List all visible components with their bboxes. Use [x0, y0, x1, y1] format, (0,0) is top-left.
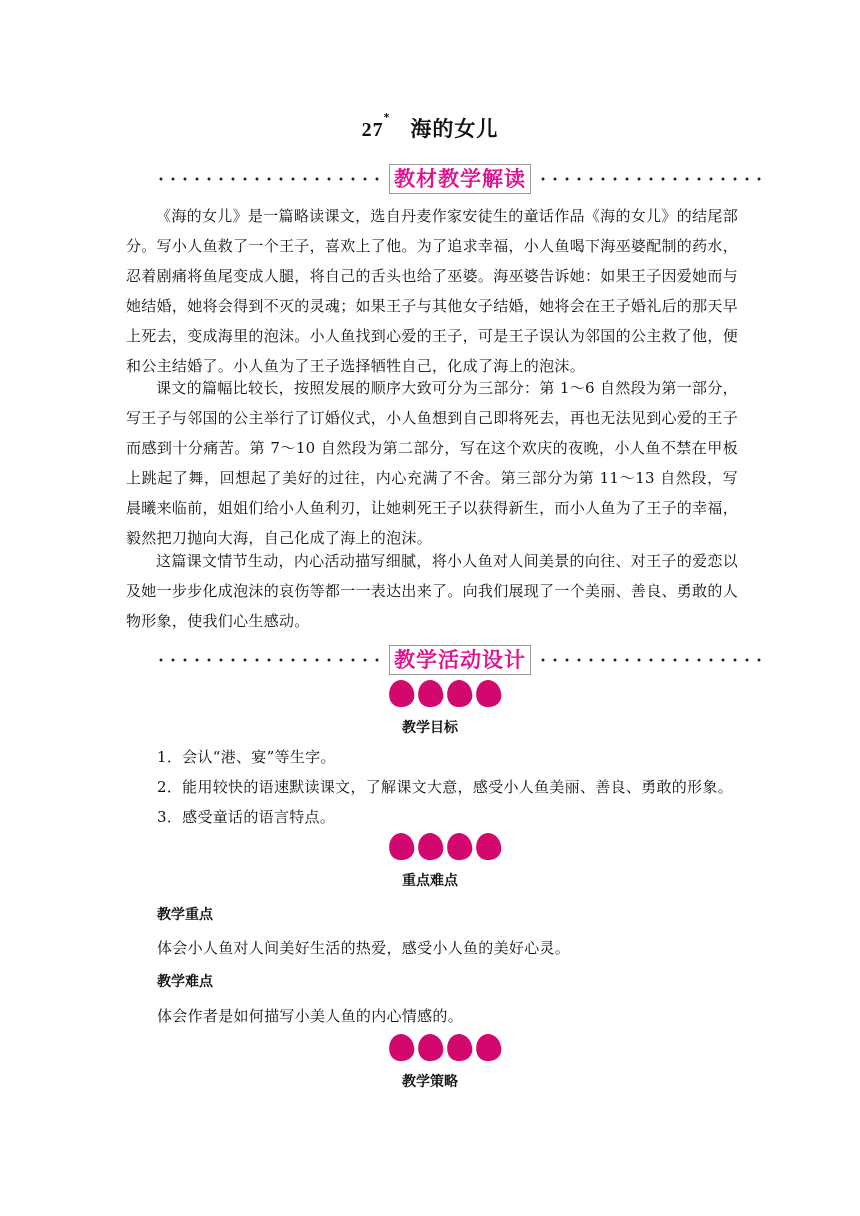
objective-item: 3．感受童话的语言特点。	[157, 808, 336, 826]
petal-icon	[387, 678, 416, 708]
petal-icon	[445, 678, 474, 708]
objective-item: 1．会认“港、宴”等生字。	[157, 748, 336, 766]
petal-icon	[387, 831, 416, 861]
objective-item: 2．能用较快的语速默读课文，了解课文大意，感受小人鱼美丽、善良、勇敢的形象。	[157, 778, 733, 796]
petal-icon	[474, 831, 503, 861]
petal-icon	[416, 831, 445, 861]
petal-ornament	[389, 680, 501, 712]
dotted-rule-right	[535, 177, 765, 181]
dotted-rule-left	[155, 177, 385, 181]
heading-focus: 重点难点	[402, 873, 458, 889]
petal-ornament	[389, 1034, 501, 1066]
heading-strategy: 教学策略	[402, 1074, 458, 1090]
petal-icon	[445, 1032, 474, 1062]
text-difficult-point: 体会作者是如何描写小美人鱼的内心情感的。	[157, 1007, 464, 1025]
petal-icon	[474, 1032, 503, 1062]
section-label-reading: 教材教学解读	[389, 164, 531, 194]
petal-icon	[387, 1032, 416, 1062]
label-key-point: 教学重点	[157, 907, 213, 923]
heading-objectives: 教学目标	[402, 720, 458, 736]
petal-icon	[474, 678, 503, 708]
lesson-title-text: 海的女儿	[410, 117, 499, 141]
label-difficult-point: 教学难点	[157, 974, 213, 990]
dotted-rule-right	[535, 658, 765, 662]
optional-mark: *	[383, 111, 391, 124]
section-divider-activity	[155, 645, 765, 675]
petal-ornament	[389, 833, 501, 865]
lesson-number: 27	[361, 119, 384, 141]
petal-icon	[445, 831, 474, 861]
paragraph-evaluation: 这篇课文情节生动，内心活动描写细腻，将小人鱼对人间美景的向往、对王子的爱恋以及她一步步化成泡沫的哀伤等都一一表达出来了。向我们展现了一个美丽、善良、勇敢的人物形象，使我们心生感动。	[126, 552, 739, 630]
dotted-rule-left	[155, 658, 385, 662]
petal-icon	[416, 678, 445, 708]
paragraph-summary: 《海的女儿》是一篇略读课文，选自丹麦作家安徒生的童话作品《海的女儿》的结尾部分。写小人鱼救了一个王子，喜欢上了他。为了追求幸福，小人鱼喝下海巫婆配制的药水，忍着剧痛将鱼尾变成人腿，将自己的舌头也给了巫婆。海巫婆告诉她：如果王子因爱她而与她结婚，她将会得到不灭的灵魂；如果王子与其他女子结婚，她将会在王子婚礼后的那天早上死去，变成海里的泡沫。小人鱼找到心爱的王子，可是王子误认为邻国的公主救了他，便和公主结婚了。小人鱼为了王子选择牺牲自己，化成了海上的泡沫。	[126, 207, 739, 375]
text-key-point: 体会小人鱼对人间美好生活的热爱，感受小人鱼的美好心灵。	[157, 939, 571, 957]
petal-icon	[416, 1032, 445, 1062]
section-divider-reading	[155, 164, 765, 194]
paragraph-structure: 课文的篇幅比较长，按照发展的顺序大致可分为三部分：第 1～6 自然段为第一部分，写王子与邻国的公主举行了订婚仪式，小人鱼想到自己即将死去，再也无法见到心爱的王子而感到十分痛苦。第 7～10 自然段为第二部分，写在这个欢庆的夜晚，小人鱼不禁在甲板上跳起了舞，回想起了美好的过往，内心充满了不舍。第三部分为第 11～13 自然段，写晨曦来临前，姐姐们给小人鱼利刃，让她刺死王子以获得新生，而小人鱼为了王子的幸福，毅然把刀抛向大海，自己化成了海上的泡沫。	[126, 379, 739, 547]
lesson-title	[0, 113, 860, 143]
section-label-activity: 教学活动设计	[389, 645, 531, 675]
